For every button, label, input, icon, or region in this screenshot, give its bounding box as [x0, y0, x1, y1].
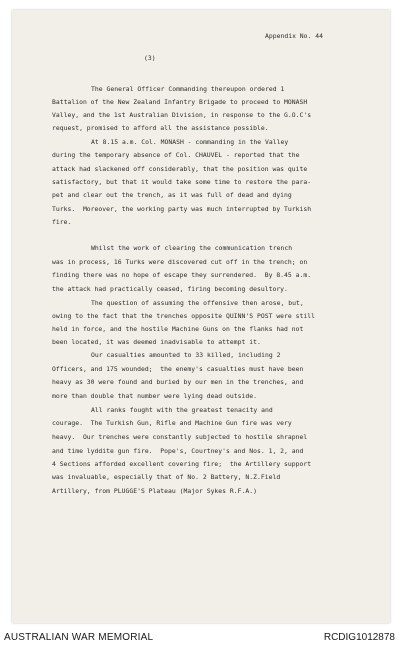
- text-line: during the temporary absence of Col. CHAUVEL - reported that the: [52, 151, 300, 159]
- text-line: courage. The Turkish Gun, Rifle and Machine Gun fire was very: [52, 419, 292, 427]
- text-line: Officers, and 175 wounded; the enemy's casualties must have been: [52, 365, 304, 373]
- text-line: Whilst the work of clearing the communication trench: [91, 244, 293, 252]
- text-line: Our casualties amounted to 33 killed, including 2: [91, 351, 281, 359]
- text-line: more than double that number were lying dead outside.: [52, 392, 257, 400]
- text-line: pet and clear out the trench, as it was full of dead and dying: [52, 191, 292, 199]
- text-line: satisfactory, but that it would take some time to restore the para-: [52, 178, 312, 186]
- text-line: held in force, and the hostile Machine Guns on the flanks had not: [52, 325, 304, 333]
- text-line: The General Officer Commanding thereupon ordered 1: [91, 85, 285, 93]
- text-line: finding there was no hope of escape they surrendered. By 8.45 a.m.: [52, 271, 312, 279]
- text-line: was invaluable, especially that of No. 2 Battery, N.Z.Field: [52, 473, 281, 481]
- text-line: fire.: [52, 218, 72, 226]
- text-line: Turks. Moreover, the working party was much interrupted by Turkish: [52, 205, 312, 213]
- text-line: Artillery, from PLUGGE'S Plateau (Major Sykes R.F.A.): [52, 487, 257, 495]
- text-line: All ranks fought with the greatest tenacity and: [91, 406, 273, 414]
- text-line: attack had slackened off considerably, that the position was quite: [52, 165, 308, 173]
- text-line: been located, it was deemed inadvisable to attempt it.: [52, 338, 261, 346]
- text-line: 4 Sections afforded excellent covering fire; the Artillery support: [52, 460, 312, 468]
- text-line: heavy. Our trenches were constantly subjected to hostile shrapnel: [52, 433, 308, 441]
- text-line: the attack had practically ceased, firing becoming desultory.: [52, 285, 288, 293]
- text-line: was in process, 16 Turks were discovered cut off in the trench; on: [52, 258, 308, 266]
- text-line: owing to the fact that the trenches opposite QUINN'S POST were still: [52, 312, 315, 320]
- institution-name: AUSTRALIAN WAR MEMORIAL: [4, 632, 154, 643]
- text-line: request, promised to afford all the assistance possible.: [52, 124, 269, 132]
- appendix-label: Appendix No. 44: [265, 32, 324, 40]
- page-number: (3): [144, 54, 156, 62]
- text-line: Battalion of the New Zealand Infantry Brigade to proceed to MONASH: [52, 98, 308, 106]
- document-page: [12, 10, 390, 623]
- text-line: At 8.15 a.m. Col. MONASH - commanding in the Valley: [91, 138, 289, 146]
- text-line: heavy as 30 were found and buried by our men in the trenches, and: [52, 378, 304, 386]
- text-line: and time lyddite gun fire. Pope's, Courtney's and Nos. 1, 2, and: [52, 447, 304, 455]
- archive-footer: [0, 628, 400, 653]
- document-text: [12, 10, 390, 623]
- text-line: Valley, and the 1st Australian Division, in response to the G.O.C's: [52, 111, 312, 119]
- record-id: RCDIG1012878: [323, 632, 395, 643]
- text-line: The question of assuming the offensive then arose, but,: [91, 299, 304, 307]
